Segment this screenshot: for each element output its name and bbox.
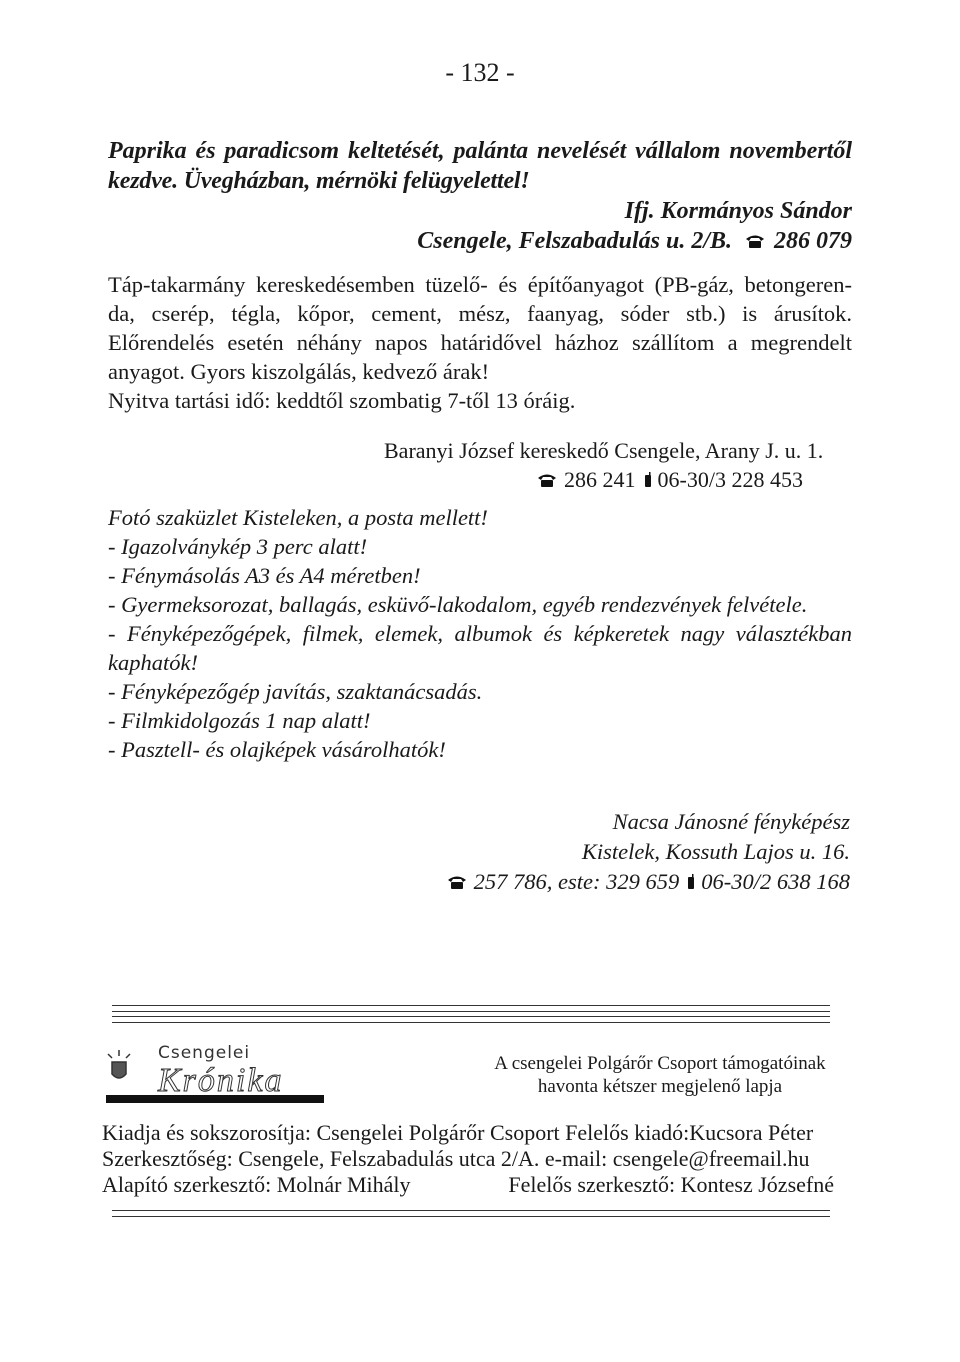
tagline-line-1: A csengelei Polgárőr Csoport támogatóinak xyxy=(494,1053,826,1074)
divider-rule xyxy=(112,1016,830,1023)
foto-ad-line: Fotó szaküzlet Kisteleken, a posta mellett! xyxy=(108,505,488,530)
foto-ad-signature xyxy=(446,807,850,897)
tap-ad-signature xyxy=(384,436,823,494)
tap-ad-mobile: 06-30/3 228 453 xyxy=(657,467,803,492)
foto-ad-line: - Fénymásolás A3 és A4 méretben! xyxy=(108,563,421,588)
telephone-icon xyxy=(744,233,766,249)
foto-ad-signature-address: Kistelek, Kossuth Lajos u. 16. xyxy=(581,839,850,864)
foto-ad-signature-name: Nacsa Jánosné fényképész xyxy=(612,809,850,834)
paprika-ad-line-1: Paprika és paradicsom keltetését, palánta nevelését vállalom novembertől xyxy=(108,138,852,164)
logo-word-csengelei: Csengelei xyxy=(158,1043,251,1063)
tap-ad-phone: 286 241 xyxy=(564,467,636,492)
paprika-ad-phone: 286 079 xyxy=(774,228,852,254)
paprika-ad xyxy=(108,136,852,196)
foto-ad-line: kaphatók! xyxy=(108,650,198,675)
foto-ad-phone-line xyxy=(446,867,850,897)
tap-ad-phone-line xyxy=(384,465,823,494)
paprika-ad-address: Csengele, Felszabadulás u. 2/B. xyxy=(417,228,732,254)
tap-ad-line-2: da, cserép, tégla, kőpor, cement, mész, faanyag, sóder stb.) is árusítok. xyxy=(108,301,852,326)
foto-ad-line: - Gyermeksorozat, ballagás, esküvő-lakodalom, egyéb rendezvények felvétele. xyxy=(108,592,808,617)
paprika-ad-signature-name: Ifj. Kormányos Sándor xyxy=(624,198,852,224)
divider-rule xyxy=(112,1005,830,1012)
telephone-icon xyxy=(536,472,558,488)
tap-ad-line-5: Nyitva tartási idő: keddtől szombatig 7-től 13 óráig. xyxy=(108,388,576,413)
mobile-phone-icon xyxy=(687,874,695,890)
tap-ad-line-1: Táp-takarmány kereskedésemben tüzelő- és építőanyagot (PB-gáz, betongeren- xyxy=(108,272,852,297)
foto-ad-line: - Igazolványkép 3 perc alatt! xyxy=(108,534,368,559)
tap-ad-line-3: Előrendelés esetén néhány napos határidővel házhoz szállítom a megrendelt xyxy=(108,330,852,355)
foto-ad-line: - Filmkidolgozás 1 nap alatt! xyxy=(108,708,371,733)
tagline-line-2: havonta kétszer megjelenő lapja xyxy=(537,1076,783,1097)
colophon xyxy=(102,1120,842,1198)
tap-ad-signature-line: Baranyi József kereskedő Csengele, Arany J. u. 1. xyxy=(384,438,824,463)
colophon-line-3 xyxy=(102,1172,842,1198)
paprika-ad-signature xyxy=(417,196,852,256)
mobile-phone-icon xyxy=(644,472,652,488)
colophon-line-1: Kiadja és sokszorosítja: Csengelei Polgárőr Csoport Felelős kiadó:Kucsora Péter xyxy=(102,1120,814,1145)
page-number: - 132 - xyxy=(445,58,515,87)
foto-ad-line: - Fényképezőgépek, filmek, elemek, albumok és képkeretek nagy választékban xyxy=(108,621,852,646)
paprika-ad-signature-contact xyxy=(417,226,852,256)
foto-ad xyxy=(108,503,852,764)
logo-word-kronika: Krónika xyxy=(158,1062,284,1099)
foto-ad-phone: 257 786, este: 329 659 xyxy=(473,869,680,894)
foto-ad-line: - Fényképezőgép javítás, szaktanácsadás. xyxy=(108,679,483,704)
tap-ad-line-4: anyagot. Gyors kiszolgálás, kedvező árak! xyxy=(108,359,490,384)
telephone-icon xyxy=(446,874,468,890)
coat-of-arms-icon xyxy=(108,1050,130,1078)
foto-ad-mobile: 06-30/2 638 168 xyxy=(701,869,850,894)
colophon-line-2: Szerkesztőség: Csengele, Felszabadulás utca 2/A. e-mail: csengele@freemail.hu xyxy=(102,1146,810,1171)
founding-editor: Alapító szerkesztő: Molnár Mihály xyxy=(102,1172,411,1197)
tap-takarmany-ad xyxy=(108,270,852,415)
responsible-editor: Felelős szerkesztő: Kontesz Józsefné xyxy=(508,1172,834,1197)
masthead-tagline xyxy=(470,1052,850,1098)
divider-rule xyxy=(112,1210,830,1217)
paprika-ad-line-2: kezdve. Üvegházban, mérnöki felügyelettel! xyxy=(108,168,530,194)
foto-ad-line: - Pasztell- és olajképek vásárolhatók! xyxy=(108,737,446,762)
